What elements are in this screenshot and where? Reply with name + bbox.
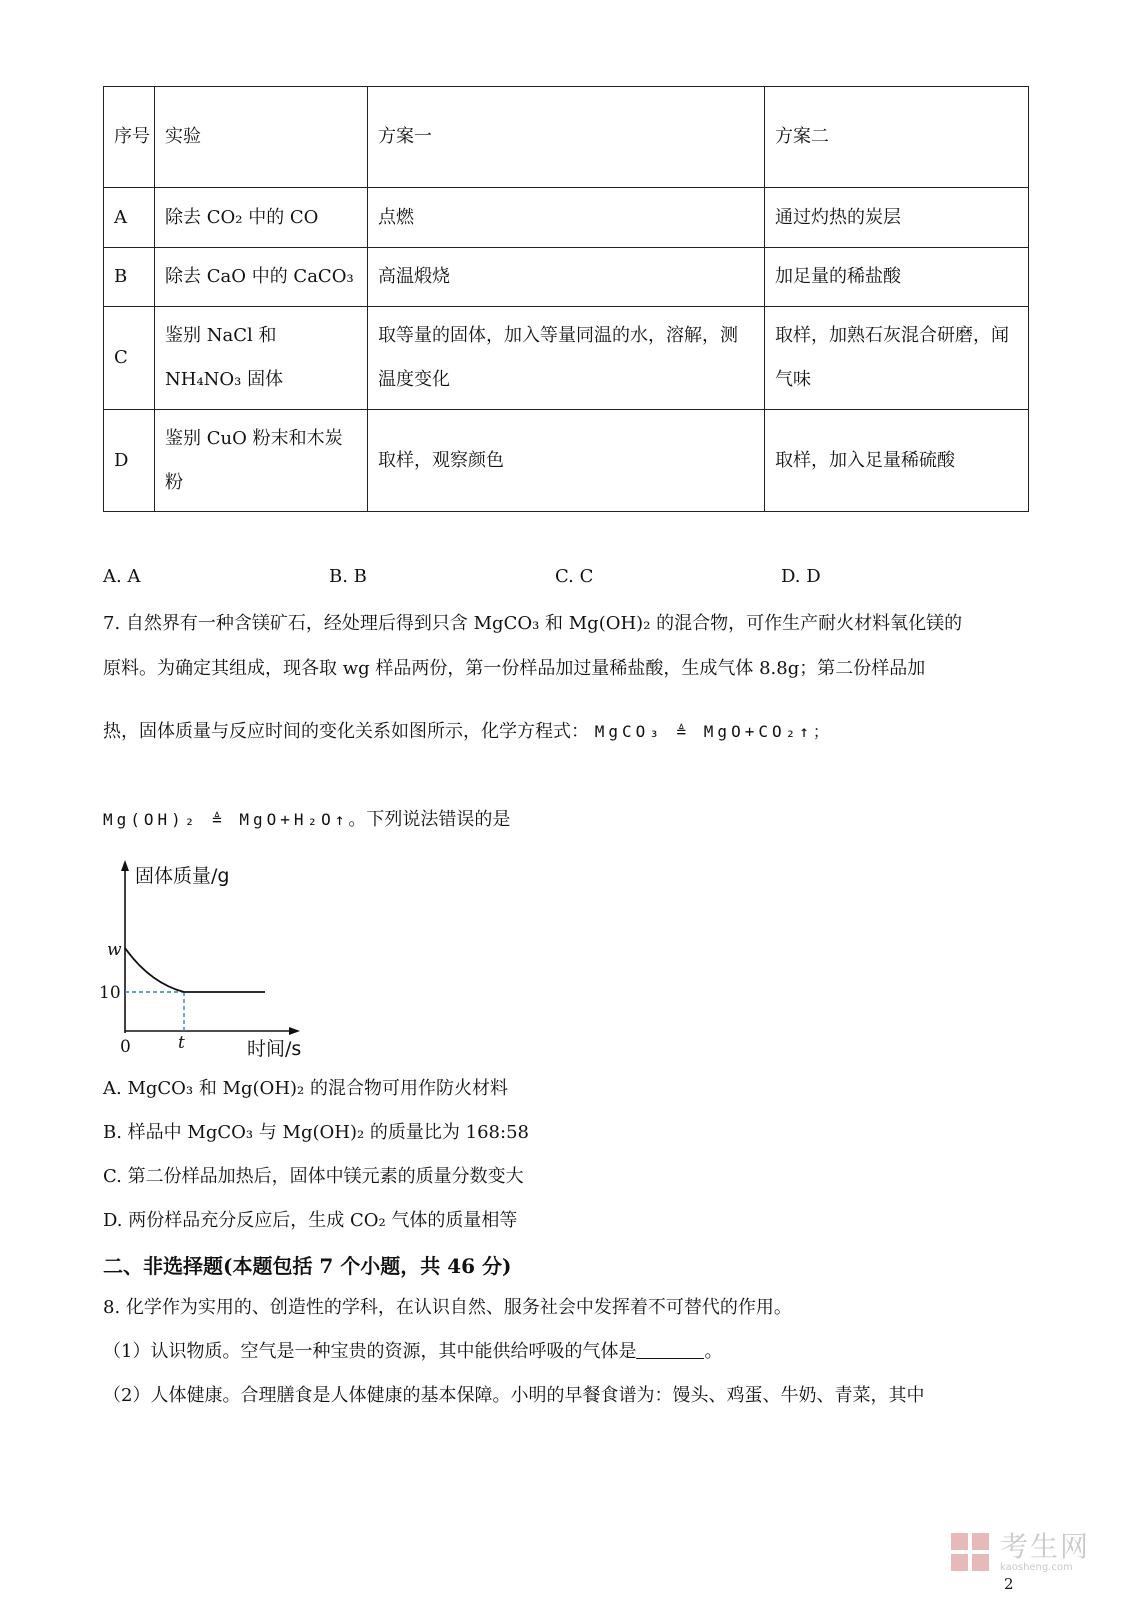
q6-options: [103, 566, 903, 590]
row-plan2: 通过灼热的炭层: [765, 188, 1029, 248]
row-plan1: 点燃: [368, 188, 765, 248]
origin-label: 0: [120, 1037, 131, 1057]
q8-part1: [103, 1337, 722, 1363]
q7-option-a: A. MgCO₃ 和 Mg(OH)₂ 的混合物可用作防火材料: [103, 1078, 508, 1099]
q8-part1-text: （1）认识物质。空气是一种宝贵的资源，其中能供给呼吸的气体是: [103, 1341, 637, 1362]
watermark-name: 考生网: [1000, 1530, 1091, 1563]
watermark-url: kaosheng.com: [1000, 1562, 1073, 1573]
q8-stem: 8. 化学作为实用的、创造性的学科，在认识自然、服务社会中发挥着不可替代的作用。: [103, 1297, 792, 1318]
table-row: [104, 410, 1029, 512]
watermark: [948, 1530, 1090, 1576]
option-d: D. D: [781, 566, 821, 587]
q7-tail: 。下列说法错误的是: [348, 809, 511, 830]
row-experiment: 鉴别 CuO 粉末和木炭粉: [155, 410, 368, 512]
row-experiment: 除去 CO₂ 中的 CO: [155, 188, 368, 248]
header-plan2: 方案二: [765, 87, 1029, 188]
row-plan1: 高温煅烧: [368, 248, 765, 307]
table-row: [104, 188, 1029, 248]
option-b: B. B: [329, 566, 367, 587]
q7-line3-text: 热，固体质量与反应时间的变化关系如图所示，化学方程式：: [103, 721, 589, 742]
q7-line2: 原料。为确定其组成，现各取 wg 样品两份，第一份样品加过量稀盐酸，生成气体 8.8g；第二份样品加: [103, 658, 926, 679]
row-id: B: [104, 248, 155, 307]
row-plan2: 取样，加熟石灰混合研磨，闻气味: [765, 307, 1029, 410]
header-index: 序号: [104, 87, 155, 188]
header-experiment: 实验: [155, 87, 368, 188]
row-experiment: 鉴别 NaCl 和 NH₄NO₃ 固体: [155, 307, 368, 410]
row-id: A: [104, 188, 155, 248]
q7-line4: [103, 805, 510, 831]
option-a: A. A: [103, 566, 141, 587]
q8-part2: （2）人体健康。合理膳食是人体健康的基本保障。小明的早餐食谱为：馒头、鸡蛋、牛奶、青菜，其中: [103, 1385, 925, 1406]
watermark-logo-icon: [948, 1530, 994, 1576]
x-tick-t: t: [178, 1033, 185, 1053]
q7-option-c: C. 第二份样品加热后，固体中镁元素的质量分数变大: [103, 1166, 524, 1187]
x-axis-arrow: [289, 1027, 300, 1035]
answer-blank[interactable]: [636, 1340, 704, 1359]
page-number: 2: [1004, 1575, 1014, 1593]
x-axis-label: 时间/s: [247, 1038, 302, 1060]
equation-1: MgCO₃ ≜ MgO+CO₂↑；: [594, 722, 833, 741]
table-row: [104, 248, 1029, 307]
series-line: [125, 948, 265, 992]
q7-line1: 7. 自然界有一种含镁矿石，经处理后得到只含 MgCO₃ 和 Mg(OH)₂ 的混合物，可作生产耐火材料氧化镁的: [103, 613, 963, 634]
row-experiment: 除去 CaO 中的 CaCO₃: [155, 248, 368, 307]
y-tick-10: 10: [99, 983, 121, 1003]
row-id: C: [104, 307, 155, 410]
mass-time-chart: [95, 855, 325, 1070]
q8-part1-end: 。: [704, 1341, 723, 1362]
equation-2: Mg(OH)₂ ≜ MgO+H₂O↑: [103, 810, 349, 829]
row-id: D: [104, 410, 155, 512]
q7-option-b: B. 样品中 MgCO₃ 与 Mg(OH)₂ 的质量比为 168:58: [103, 1122, 529, 1143]
experiment-table: [103, 86, 1029, 512]
table-header-row: [104, 87, 1029, 188]
row-plan2: 加足量的稀盐酸: [765, 248, 1029, 307]
row-plan2: 取样，加入足量稀硫酸: [765, 410, 1029, 512]
row-plan1: 取样，观察颜色: [368, 410, 765, 512]
q7-line3: [103, 717, 833, 743]
header-plan1: 方案一: [368, 87, 765, 188]
table-row: [104, 307, 1029, 410]
option-c: C. C: [555, 566, 594, 587]
q7-option-d: D. 两份样品充分反应后，生成 CO₂ 气体的质量相等: [103, 1210, 518, 1231]
y-axis-arrow: [121, 860, 129, 871]
section-title: 二、非选择题(本题包括 7 个小题，共 46 分): [103, 1254, 512, 1278]
y-axis-label: 固体质量/g: [135, 865, 230, 887]
row-plan1: 取等量的固体，加入等量同温的水，溶解，测温度变化: [368, 307, 765, 410]
y-tick-w: w: [107, 940, 122, 960]
